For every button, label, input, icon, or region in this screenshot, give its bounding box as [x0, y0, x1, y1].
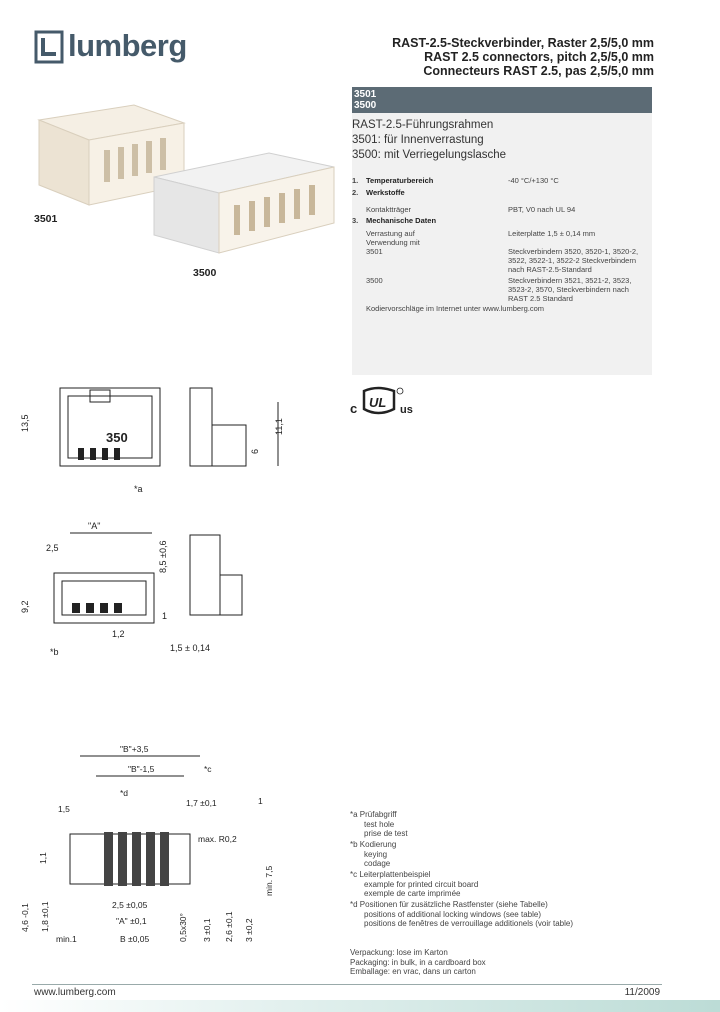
mech-3501-line: nach RAST-2.5-Standard: [508, 265, 592, 274]
dim-a-tol: "A" ±0,1: [116, 916, 147, 926]
mech-3500-line: 3523-2, 3570, Steckverbindern nach: [508, 285, 629, 294]
material-value: PBT, V0 nach UL 94: [508, 205, 576, 214]
logo-mark-icon: [34, 30, 66, 64]
footer-date: 11/2009: [624, 987, 660, 998]
footnote-key: *b: [350, 840, 358, 849]
packaging-info: [350, 948, 486, 977]
dim-13-5: 13,5: [20, 414, 30, 432]
title-de: RAST-2.5-Steckverbinder, Raster 2,5/5,0 mm: [392, 36, 654, 50]
dim-b-tol: B ±0,05: [120, 934, 150, 944]
info-line-1: RAST-2.5-Führungsrahmen: [352, 119, 494, 131]
product-photo: [34, 95, 344, 260]
spec-section-1: [352, 176, 652, 185]
footer-divider: [32, 984, 662, 985]
footnote-line: Prüfabgriff: [359, 810, 397, 819]
dim-b-minus: "B"-1,5: [128, 764, 155, 774]
coding-note: Kodiervorschläge im Internet unter www.lumberg.com: [366, 304, 544, 313]
cert-us: us: [400, 404, 413, 416]
spec-section-3: [352, 216, 436, 225]
packaging-line: Packaging: in bulk, in a cardboard box: [350, 957, 486, 967]
dim-label-1b: 1: [258, 796, 263, 806]
dim-2-5: 2,5: [46, 543, 59, 553]
drawing-top-section-view: [20, 515, 250, 665]
mech-3500-value: [508, 276, 631, 303]
spec-title: Temperaturbereich: [366, 176, 434, 185]
footnote-b: [350, 840, 396, 869]
spec-num: 3.: [352, 216, 359, 225]
footnote-line: codage: [364, 859, 391, 868]
product-code-bar: [352, 87, 652, 113]
dim-min-7-5: min. 7,5: [264, 865, 274, 896]
dim-2-6: 2,6 ±0,1: [224, 911, 234, 942]
dim-3-2: 3 ±0,2: [244, 918, 254, 942]
mech-3501-value: [508, 247, 638, 274]
dim-11-1: 11,1: [274, 418, 284, 435]
footer-band: [0, 1000, 720, 1012]
footnote-line: exemple de carte imprimée: [364, 889, 461, 898]
product-label-3501: 3501: [34, 213, 58, 225]
dim-2-5-tol: 2,5 ±0,05: [112, 900, 148, 910]
footnote-line: prise de test: [364, 829, 408, 838]
dim-1-7: 1,7 ±0,1: [186, 798, 217, 808]
svg-text:UL: UL: [369, 395, 387, 410]
product-code-3500: 3500: [354, 100, 377, 111]
mech-3500-label: 3500: [366, 276, 383, 285]
dim-1-1: 1,1: [38, 852, 48, 864]
mech-3500-line: Steckverbindern 3521, 3521-2, 3523,: [508, 276, 632, 285]
spec-title: Werkstoffe: [366, 188, 405, 197]
footer-url[interactable]: www.lumberg.com: [34, 987, 116, 998]
info-line-2: 3501: für Innenverrastung: [352, 134, 484, 146]
dim-a: "A": [88, 521, 101, 531]
footnote-c: [350, 870, 478, 899]
dim-label-1: 1: [162, 611, 168, 621]
title-fr: Connecteurs RAST 2.5, pas 2,5/5,0 mm: [423, 64, 654, 78]
mech-label-2: Verwendung mit: [366, 238, 420, 247]
mech-3501-line: 3522, 3522-1, 3522-2 Steckverbindern: [508, 256, 637, 265]
footnote-line: positions de fenêtres de verrouillage additionels (voir table): [364, 919, 574, 928]
dim-1-2: 1,2: [112, 629, 125, 639]
mech-3500-line: RAST 2.5 Standard: [508, 294, 573, 303]
footnote-line: Positionen für zusätzliche Rastfenster (siehe Tabelle): [359, 900, 548, 909]
info-line-3: 3500: mit Verriegelungslasche: [352, 149, 507, 161]
brand-name: lumberg: [68, 28, 187, 63]
dim-1-8: 1,8 ±0,1: [40, 901, 50, 932]
dim-max-r: max. R0,2: [198, 834, 237, 844]
dim-note-d: *d: [120, 788, 129, 798]
dim-note-c: *c: [204, 764, 212, 774]
dim-1-5: 1,5 ± 0,14: [170, 643, 210, 653]
footnote-key: *c: [350, 870, 358, 879]
dim-note-b: *b: [50, 647, 59, 657]
title-en: RAST 2.5 connectors, pitch 2,5/5,0 mm: [424, 50, 654, 64]
dim-9-2: 9,2: [20, 600, 30, 613]
footnote-key: *a: [350, 810, 358, 819]
footnote-line: test hole: [364, 819, 395, 829]
spec-value: -40 °C/+130 °C: [508, 176, 559, 185]
footnote-a: [350, 810, 408, 839]
footnote-d: [350, 900, 573, 929]
dim-chamfer: 0,5x30°: [178, 913, 188, 942]
mech-3501-label: 3501: [366, 247, 383, 256]
footnote-line: Kodierung: [359, 840, 397, 849]
dim-8-5: 8,5 ±0,6: [158, 540, 168, 573]
product-code-3501: 3501: [354, 89, 377, 100]
dim-note-a: *a: [134, 484, 143, 494]
document-titles: [392, 36, 654, 78]
footnote-key: *d: [350, 900, 358, 909]
product-label-3500: 3500: [193, 267, 217, 279]
dim-350: 350: [106, 430, 128, 445]
info-heading: [352, 118, 506, 163]
spec-num: 2.: [352, 188, 359, 197]
drawing-pcb-layout: [20, 740, 290, 950]
drawing-front-side-view: [20, 380, 300, 500]
mech-value-1: Leiterplatte 1,5 ± 0,14 mm: [508, 229, 596, 238]
packaging-line: Verpackung: lose im Karton: [350, 948, 448, 957]
spec-num: 1.: [352, 176, 359, 185]
dim-min-1: min.1: [56, 934, 77, 944]
dim-1-5b: 1,5: [58, 804, 70, 814]
footnote-line: positions of additional locking windows (see table): [364, 909, 541, 919]
dim-3: 3 ±0,1: [202, 918, 212, 942]
dim-6: 6: [250, 448, 260, 454]
culus-certification-icon: [350, 385, 430, 419]
spec-title: Mechanische Daten: [366, 216, 437, 225]
mech-label-1: Verrastung auf: [366, 229, 415, 238]
material-label: Kontaktträger: [366, 205, 412, 214]
packaging-line: Emballage: en vrac, dans un carton: [350, 967, 476, 976]
footnote-line: keying: [364, 849, 388, 859]
footnote-line: example for printed circuit board: [364, 879, 479, 889]
dim-b-plus: "B"+3,5: [120, 744, 149, 754]
spec-section-2: [352, 188, 405, 197]
dim-4-6: 4,6 -0,1: [20, 903, 30, 932]
footnote-line: Leiterplattenbeispiel: [359, 870, 431, 879]
mech-3501-line: Steckverbindern 3520, 3520-1, 3520-2,: [508, 247, 639, 256]
cert-c: c: [350, 401, 358, 416]
